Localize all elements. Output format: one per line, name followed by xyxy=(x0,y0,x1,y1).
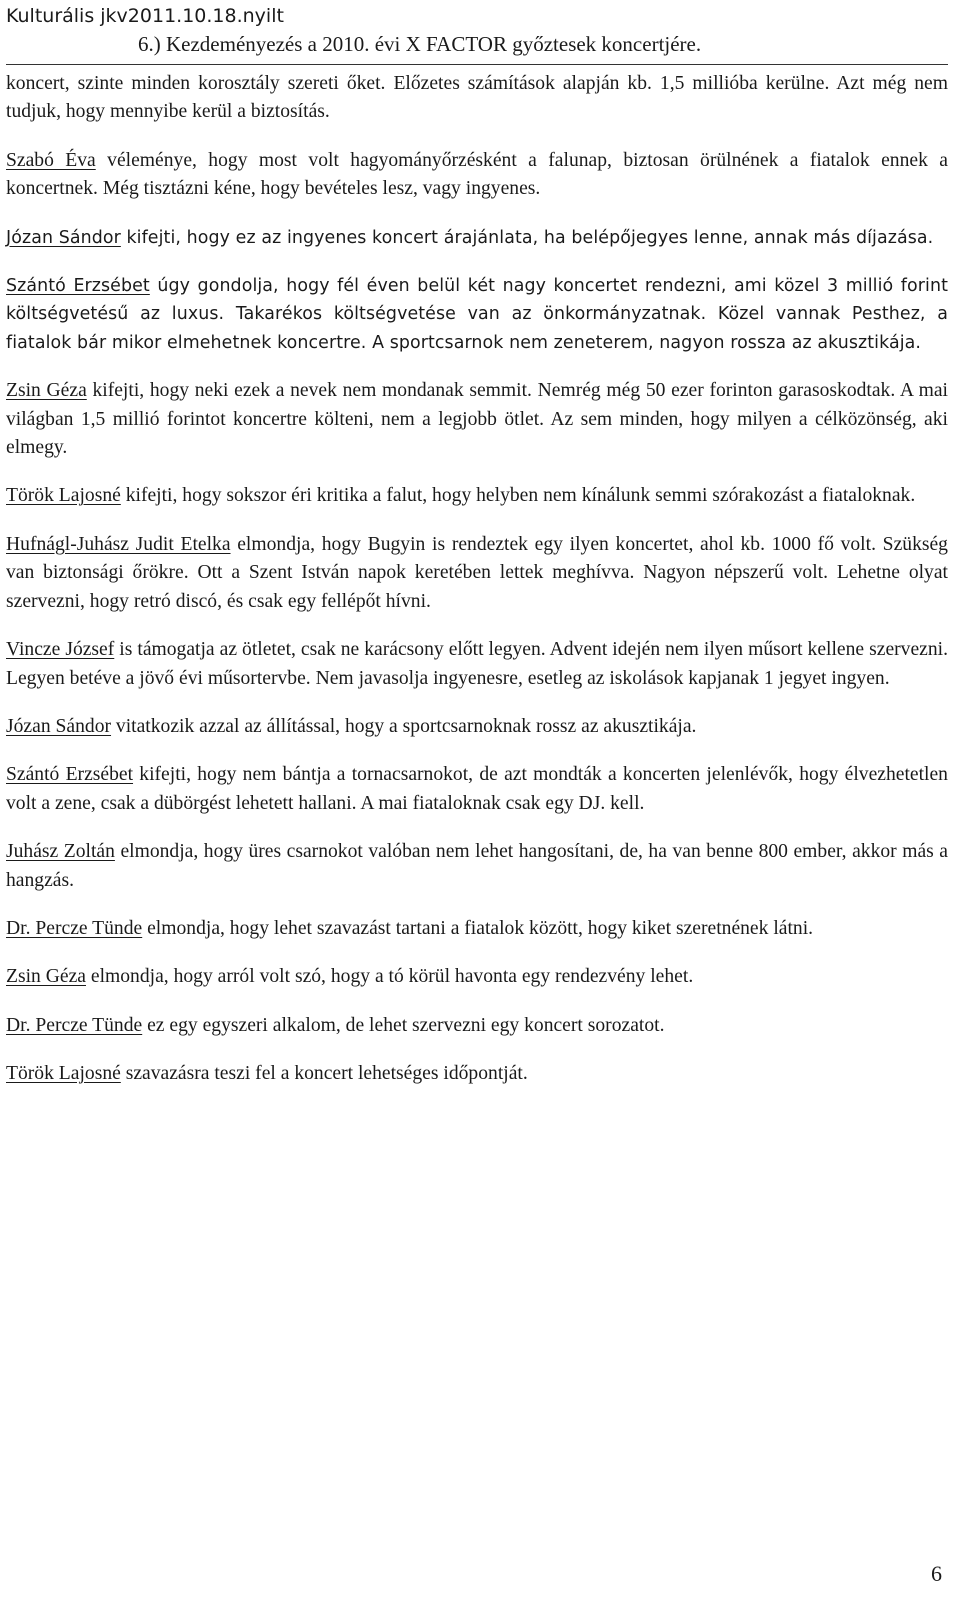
paragraph-3 xyxy=(6,224,948,252)
paragraph-1 xyxy=(6,70,948,127)
paragraph-7 xyxy=(6,531,948,616)
paragraph-14 xyxy=(6,1012,948,1040)
paragraph-9 xyxy=(6,713,948,741)
speaker-name: Hufnágl-Juhász Judit Etelka xyxy=(6,533,231,555)
document-id: Kulturális jkv2011.10.18.nyilt xyxy=(6,5,284,27)
paragraph-text: elmondja, hogy üres csarnokot valóban nem lehet hangosítani, de, ha van benne 800 ember, akkor más a hangzás. xyxy=(6,841,948,891)
speaker-name: Zsin Géza xyxy=(6,380,87,402)
speaker-name: Szabó Éva xyxy=(6,149,96,171)
paragraph-text: kifejti, hogy nem bántja a tornacsarnokot, de azt mondták a koncerten jelenlévők, hogy élvezhetetlen volt a zene, csak a dübörgést lehetett hallani. A mai fiataloknak csak egy DJ. kell. xyxy=(6,764,948,814)
paragraph-11 xyxy=(6,838,948,895)
speaker-name: Török Lajosné xyxy=(6,485,121,507)
paragraph-13 xyxy=(6,963,948,991)
paragraph-text: vitatkozik azzal az állítással, hogy a sportcsarnoknak rossz az akusztikája. xyxy=(111,715,697,737)
paragraph-12 xyxy=(6,915,948,943)
speaker-name: Szántó Erzsébet xyxy=(6,276,150,297)
speaker-name: Török Lajosné xyxy=(6,1063,121,1085)
paragraph-4 xyxy=(6,272,948,357)
speaker-name: Józan Sándor xyxy=(6,715,112,737)
speaker-name: Zsin Géza xyxy=(6,966,86,988)
paragraph-8 xyxy=(6,636,948,693)
page-header xyxy=(6,2,946,58)
paragraph-6 xyxy=(6,482,948,510)
speaker-name: Dr. Percze Tünde xyxy=(6,1014,143,1036)
paragraph-text: is támogatja az ötletet, csak ne karácsony előtt legyen. Advent idején nem ilyen műsort kellene szervezni. Legyen betéve a jövő évi műsortervbe. Nem javasolja ingyenesre, esetleg az iskolások kapjanak 1 jegyet ingyen. xyxy=(6,639,948,689)
paragraph-15 xyxy=(6,1060,948,1088)
paragraph-text: ez egy egyszeri alkalom, de lehet szervezni egy koncert sorozatot. xyxy=(142,1014,665,1036)
paragraph-text: elmondja, hogy arról volt szó, hogy a tó körül havonta egy rendezvény lehet. xyxy=(85,966,694,988)
header-divider xyxy=(6,64,948,65)
paragraph-text: úgy gondolja, hogy fél éven belül két nagy koncertet rendezni, ami közel 3 millió forint költségvetésű az luxus. Takarékos költségvetése van az önkormányzatnak. Közel vannak Pesthez, a fiatalok bár mikor elmehetnek koncertre. A sportcsarnok nem zeneterem, nagyon rossza az akusztikája. xyxy=(6,276,948,353)
speaker-name: Szántó Erzsébet xyxy=(6,764,134,786)
page-number: 6 xyxy=(931,1561,942,1586)
paragraph-2 xyxy=(6,147,948,204)
paragraph-text: kifejti, hogy sokszor éri kritika a falut, hogy helyben nem kínálunk semmi szórakozást a fiataloknak. xyxy=(120,485,916,507)
speaker-name: Juhász Zoltán xyxy=(6,841,115,863)
minutes-body xyxy=(6,70,948,1109)
paragraph-text: szavazásra teszi fel a koncert lehetséges időpontját. xyxy=(120,1063,528,1085)
speaker-name: Dr. Percze Tünde xyxy=(6,917,143,939)
paragraph-text: véleménye, hogy most volt hagyományőrzésként a falunap, biztosan örülnének a fiatalok ennek a koncertnek. Még tisztázni kéne, hogy bevételes lesz, vagy ingyenes. xyxy=(6,149,948,200)
paragraph-text: kifejti, hogy neki ezek a nevek nem mondanak semmit. Nemrég még 50 ezer forinton garasoskodtak. A mai világban 1,5 millió forintot koncertre költeni, nem a legjobb ötlet. Az sem minden, hogy milyen a célközönség, aki elmegy. xyxy=(6,380,948,459)
paragraph-text: kifejti, hogy ez az ingyenes koncert árajánlata, ha belépőjegyes lenne, annak más díjazása. xyxy=(120,227,934,248)
speaker-name: Vincze József xyxy=(6,639,115,661)
paragraph-10 xyxy=(6,761,948,818)
section-title: 6.) Kezdeményezés a 2010. évi X FACTOR győztesek koncertjére. xyxy=(138,32,702,56)
paragraph-text: elmondja, hogy lehet szavazást tartani a fiatalok között, hogy kiket szeretnének látni. xyxy=(142,917,814,939)
speaker-name: Józan Sándor xyxy=(6,227,121,248)
paragraph-5 xyxy=(6,377,948,462)
paragraph-text: elmondja, hogy Bugyin is rendeztek egy ilyen koncertet, ahol kb. 1000 fő volt. Szükség van biztonsági őrökre. Ott a Szent István napok keretében lettek meghívva. Nagyon népszerű volt. Lehetne olyat szervezni, hogy retró discó, és csak egy fellépőt hívni. xyxy=(6,533,948,612)
paragraph-text: koncert, szinte minden korosztály szereti őket. Előzetes számítások alapján kb. 1,5 millióba kerülne. Azt még nem tudjuk, hogy mennyibe kerül a biztosítás. xyxy=(6,73,948,123)
